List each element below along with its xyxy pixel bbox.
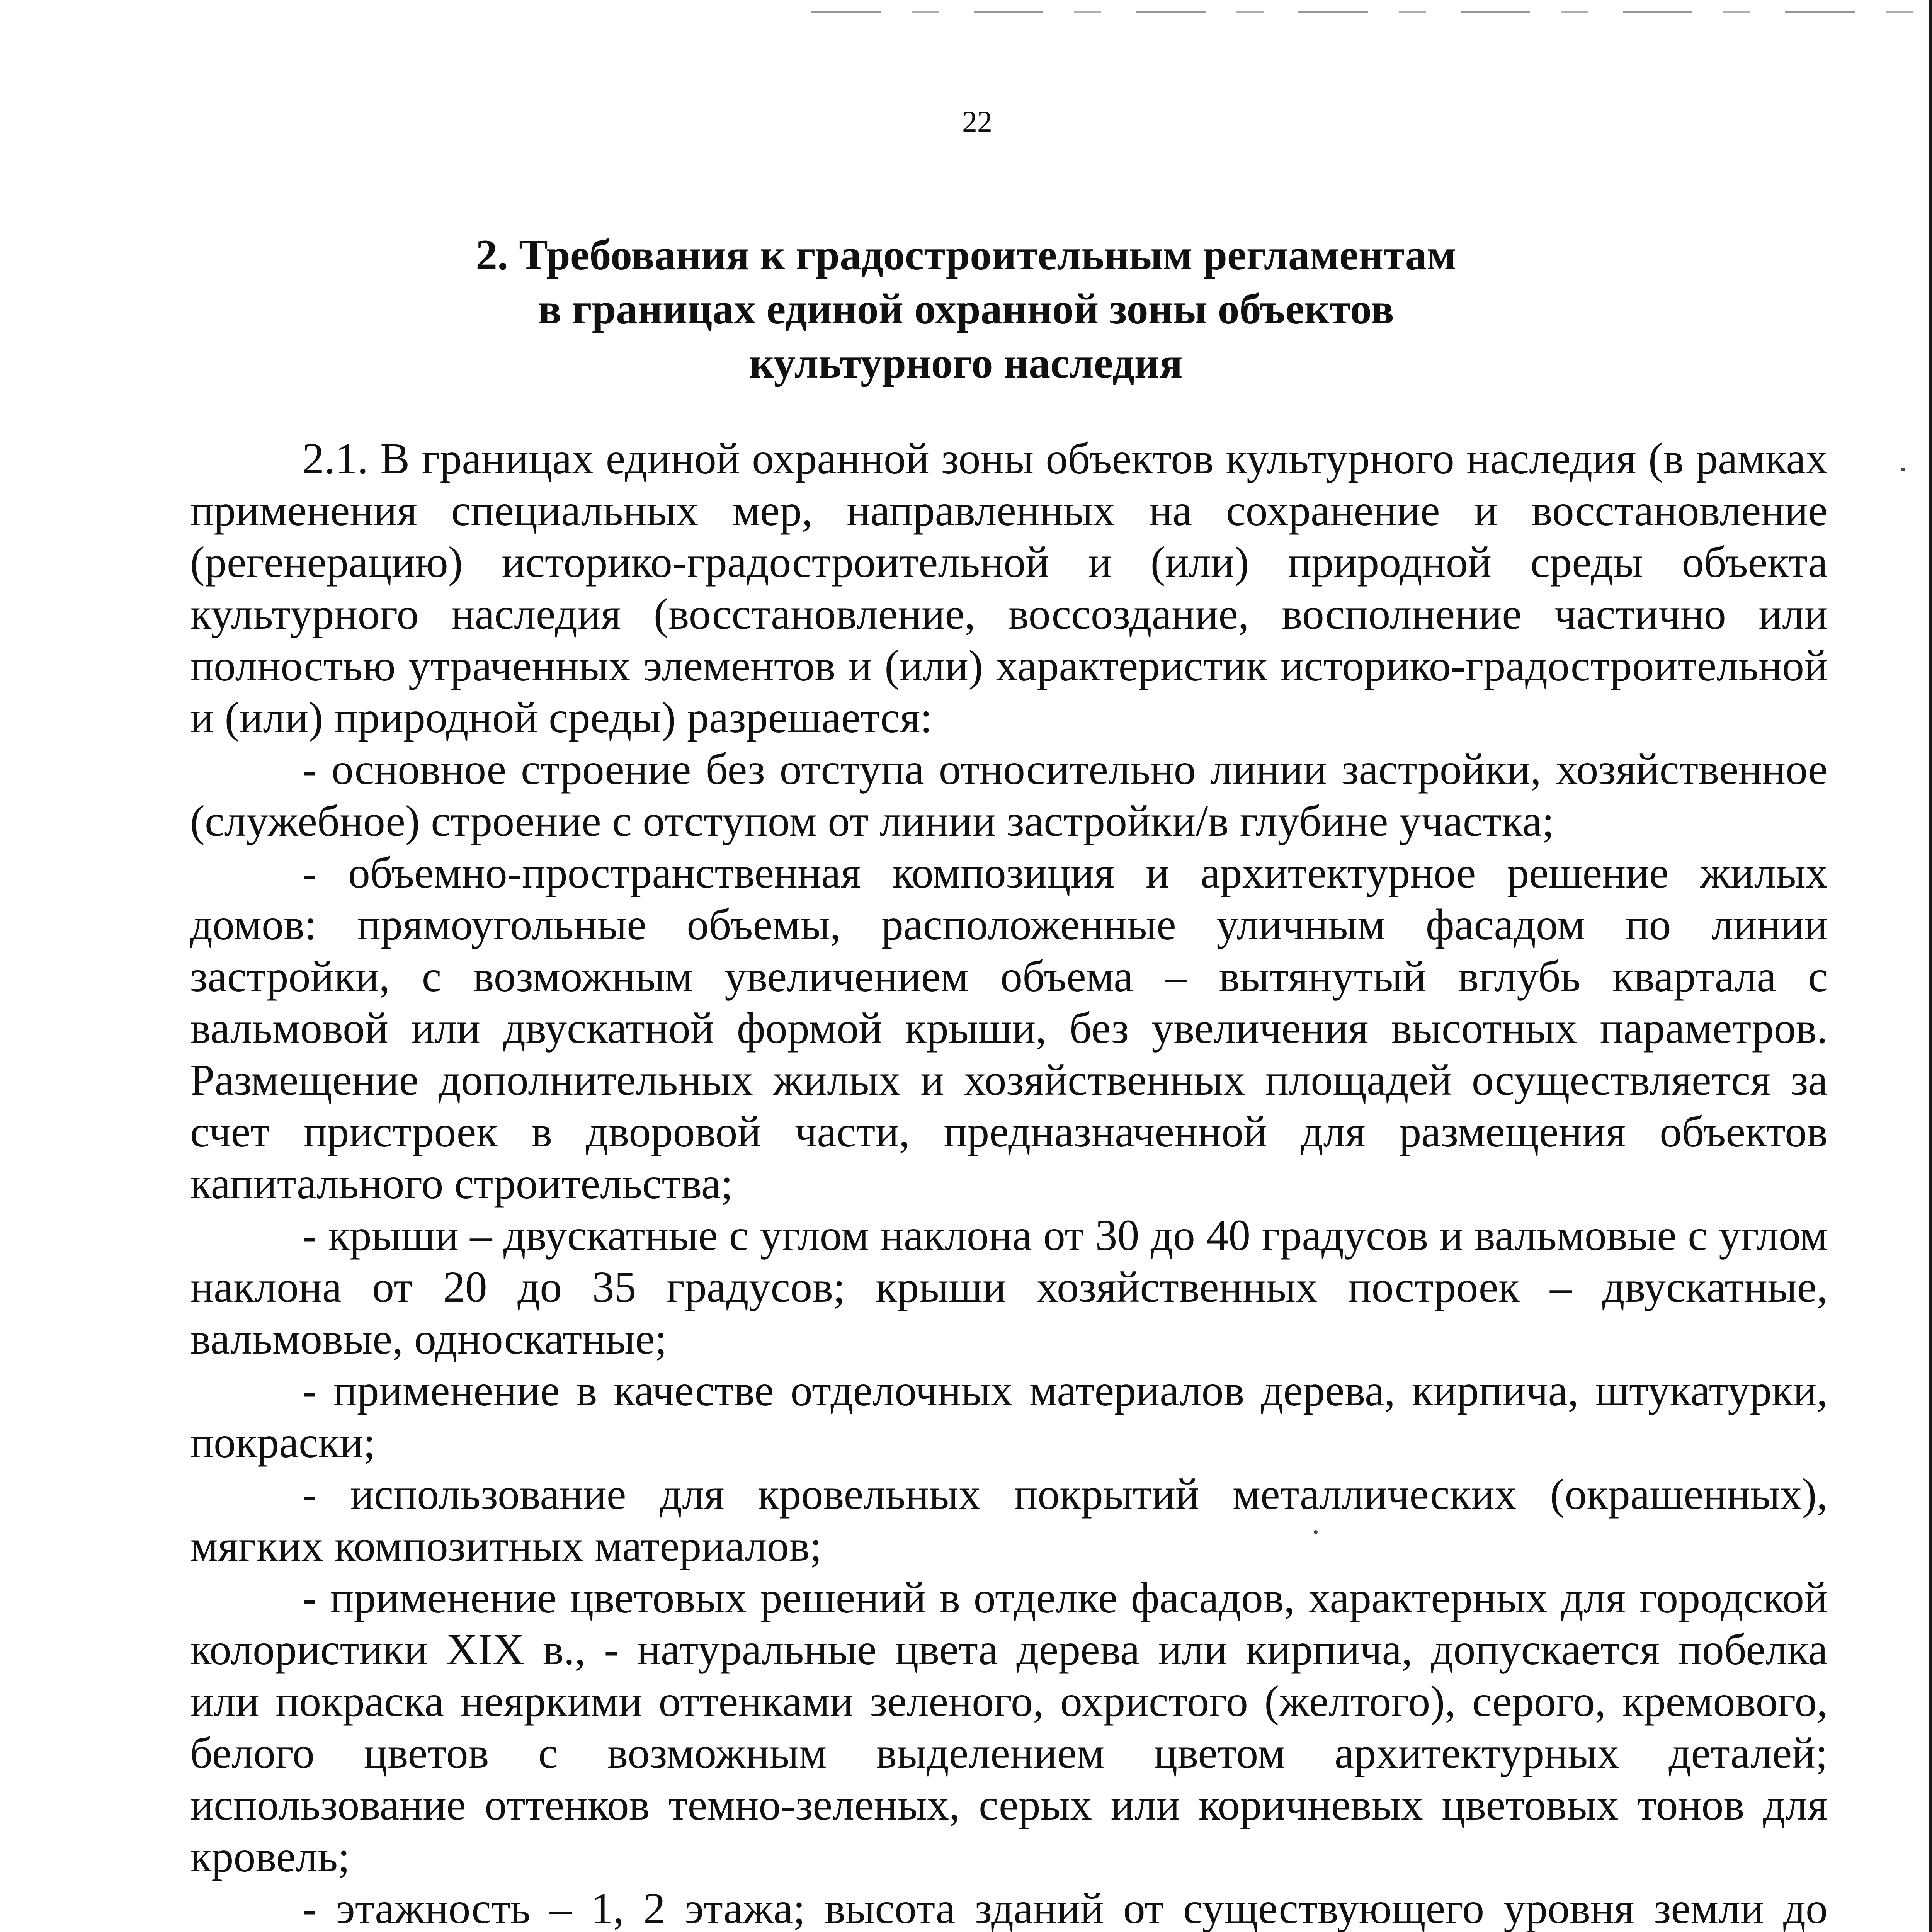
list-item-composition: - объемно-пространственная композиция и архитектурное решение жилых домов: прямоугольные объемы, расположенные уличным фасадом по линии застройки, с возможным увеличением объема – вытянутый вглубь квартала с вальмовой или двускатной формой крыши, без увеличения высотных параметров. Размещение дополнительных жилых и хозяйственных площадей осуществляется за счет пристроек в дворовой части, предназначенной для размещения объектов капитального строительства; — [190, 848, 1828, 1208]
scan-speck — [1901, 468, 1905, 471]
paragraph-2-1: 2.1. В границах единой охранной зоны объектов культурного наследия (в рамках применения специальных мер, направленных на сохранение и восстановление (регенерацию) историко-градостроительной и (или) природной среды объекта культурного наследия (восстановление, воссоздание, восполнение частично или полностью утраченных элементов и (или) характеристик историко-градостроительной и (или) природной среды) разрешается: — [190, 434, 1828, 742]
list-item-colors: - применение цветовых решений в отделке фасадов, характерных для городской колористики XIX в., - натуральные цвета дерева или кирпича, допускается побелка или покраска неяркими оттенками зеленого, охристого (желтого), серого, кремового, белого цветов с возможным выделением цветом архитектурных деталей; использование оттенков темно-зеленых, серых или коричневых цветовых тонов для кровель; — [190, 1573, 1828, 1881]
section-title-line-3: культурного наследия — [749, 339, 1183, 387]
list-item-roofs: - крыши – двускатные с углом наклона от 30 до 40 градусов и вальмовые с углом наклона от 20 до 35 градусов; крыши хозяйственных построек – двускатные, вальмовые, односкатные; — [190, 1211, 1828, 1363]
section-title — [270, 228, 1662, 390]
section-title-line-2: в границах единой охранной зоны объектов — [538, 285, 1394, 333]
list-item-finishing-materials: - применение в качестве отделочных материалов дерева, кирпича, штукатурки, покраски; — [190, 1366, 1828, 1467]
scan-right-border — [1929, 0, 1932, 1932]
document-body — [190, 433, 1828, 1932]
page-number: 22 — [962, 105, 992, 138]
list-item-roofing: - использование для кровельных покрытий металлических (окрашенных), мягких композитных материалов; — [190, 1469, 1828, 1570]
list-item-main-building: - основное строение без отступа относительно линии застройки, хозяйственное (служебное) строение с отступом от линии застройки/в глубине участка; — [190, 745, 1828, 845]
scan-speck — [1314, 1530, 1318, 1534]
list-item-height: - этажность – 1, 2 этажа; высота зданий от существующего уровня земли до — [302, 1884, 1828, 1932]
scan-top-artifact — [811, 11, 1932, 13]
section-title-line-1: 2. Требования к градостроительным регламентам — [476, 231, 1456, 279]
